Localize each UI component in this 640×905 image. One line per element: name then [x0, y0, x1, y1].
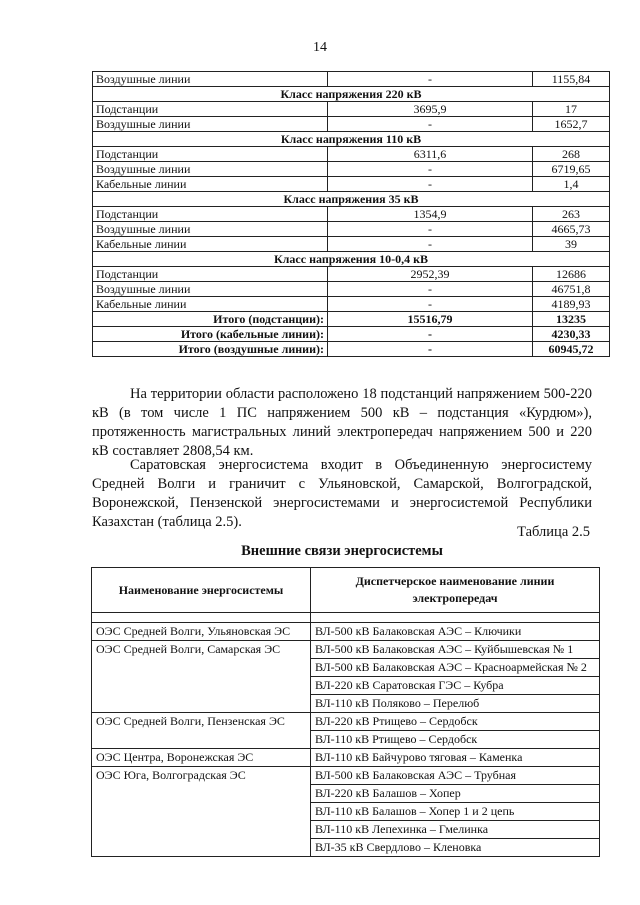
row-power: -: [328, 117, 533, 132]
row-power: -: [328, 342, 533, 357]
table-row: [93, 237, 610, 252]
row-label: Итого (кабельные линии):: [93, 327, 328, 342]
row-value: 1652,7: [533, 117, 610, 132]
energy-system-name: ОЭС Средней Волги, Пензенская ЭС: [92, 713, 311, 749]
table-row: [93, 282, 610, 297]
energy-system-name: ОЭС Центра, Воронежская ЭС: [92, 749, 311, 767]
table-row: [92, 767, 600, 785]
table-row: [93, 147, 610, 162]
row-value: 46751,8: [533, 282, 610, 297]
row-power: 15516,79: [328, 312, 533, 327]
energy-system-name: ОЭС Средней Волги, Ульяновская ЭС: [92, 623, 311, 641]
row-label: Подстанции: [93, 207, 328, 222]
row-power: 3695,9: [328, 102, 533, 117]
row-value: 1155,84: [533, 72, 610, 87]
row-label: Итого (воздушные линии):: [93, 342, 328, 357]
table-title: Внешние связи энергосистемы: [241, 543, 443, 559]
row-label: Кабельные линии: [93, 237, 328, 252]
row-value: 13235: [533, 312, 610, 327]
energy-system-name: ОЭС Средней Волги, Самарская ЭС: [92, 641, 311, 713]
row-value: 263: [533, 207, 610, 222]
row-power: -: [328, 162, 533, 177]
row-value: 6719,65: [533, 162, 610, 177]
row-label: Воздушные линии: [93, 72, 328, 87]
total-row: [93, 327, 610, 342]
voltage-class-title: Класс напряжения 110 кВ: [93, 132, 610, 147]
table-row: [93, 177, 610, 192]
row-value: 4189,93: [533, 297, 610, 312]
row-power: 2952,39: [328, 267, 533, 282]
row-label: Воздушные линии: [93, 282, 328, 297]
row-power: -: [328, 327, 533, 342]
table-row: [93, 267, 610, 282]
line-name: ВЛ-110 кВ Байчурово тяговая – Каменка: [311, 749, 600, 767]
page-number: 14: [313, 40, 327, 55]
row-power: -: [328, 297, 533, 312]
line-name: ВЛ-110 кВ Балашов – Хопер 1 и 2 цепь: [311, 803, 600, 821]
line-name: ВЛ-220 кВ Ртищево – Сердобск: [311, 713, 600, 731]
row-value: 60945,72: [533, 342, 610, 357]
row-power: 6311,6: [328, 147, 533, 162]
table-row: [92, 623, 600, 641]
table-row: [92, 713, 600, 731]
line-name: ВЛ-35 кВ Свердлово – Кленовка: [311, 839, 600, 857]
row-power: -: [328, 222, 533, 237]
group-spacer: [92, 613, 600, 623]
voltage-class-header: [93, 252, 610, 267]
spacer-cell: [92, 613, 311, 623]
row-power: -: [328, 72, 533, 87]
voltage-class-title: Класс напряжения 220 кВ: [93, 87, 610, 102]
total-row: [93, 342, 610, 357]
table-row: [93, 162, 610, 177]
table-row: [93, 297, 610, 312]
row-value: 39: [533, 237, 610, 252]
line-name: ВЛ-500 кВ Балаковская АЭС – Куйбышевская № 1: [311, 641, 600, 659]
row-label: Кабельные линии: [93, 297, 328, 312]
table-row: [92, 641, 600, 659]
row-power: 1354,9: [328, 207, 533, 222]
line-name: ВЛ-110 кВ Ртищево – Сердобск: [311, 731, 600, 749]
table-row: [93, 102, 610, 117]
row-power: -: [328, 177, 533, 192]
row-value: 4665,73: [533, 222, 610, 237]
row-label: Кабельные линии: [93, 177, 328, 192]
line-name: ВЛ-500 кВ Балаковская АЭС – Трубная: [311, 767, 600, 785]
energy-system-name: ОЭС Юга, Волгоградская ЭС: [92, 767, 311, 857]
total-row: [93, 312, 610, 327]
row-value: 17: [533, 102, 610, 117]
row-label: Подстанции: [93, 102, 328, 117]
row-label: Подстанции: [93, 267, 328, 282]
external-links-table: [91, 567, 600, 857]
row-power: -: [328, 282, 533, 297]
table-row: [93, 207, 610, 222]
line-name: ВЛ-500 кВ Балаковская АЭС – Красноармейская № 2: [311, 659, 600, 677]
row-power: -: [328, 237, 533, 252]
line-name: ВЛ-110 кВ Поляково – Перелюб: [311, 695, 600, 713]
table-row: [93, 222, 610, 237]
line-name: ВЛ-500 кВ Балаковская АЭС – Ключики: [311, 623, 600, 641]
voltage-class-header: [93, 132, 610, 147]
paragraph-energy-system: Саратовская энергосистема входит в Объединенную энергосистему Средней Волги и граничит с Ульяновской, Самарской, Волгоградской, Воронежской, Пензенской энергосистемами и энергосистемой Республики Казахстан (таблица 2.5).: [92, 457, 592, 530]
row-value: 268: [533, 147, 610, 162]
paragraph-substations: На территории области расположено 18 подстанций напряжением 500-220 кВ (в том числе 1 ПС напряжением 500 кВ – подстанция «Курдюм»), протяженность магистральных линий электропередач напряжением 500 и 220 кВ составляет 2808,54 км.: [92, 386, 592, 459]
voltage-class-table: [92, 71, 610, 357]
voltage-class-header: [93, 87, 610, 102]
row-label: Воздушные линии: [93, 117, 328, 132]
row-label: Воздушные линии: [93, 222, 328, 237]
line-name: ВЛ-220 кВ Саратовская ГЭС – Кубра: [311, 677, 600, 695]
row-value: 4230,33: [533, 327, 610, 342]
voltage-class-title: Класс напряжения 10-0,4 кВ: [93, 252, 610, 267]
table-row: [92, 749, 600, 767]
row-value: 12686: [533, 267, 610, 282]
table-row: [93, 117, 610, 132]
header-line-name: Диспетчерское наименование линии электропередач: [311, 568, 600, 613]
row-label: Подстанции: [93, 147, 328, 162]
row-label: Итого (подстанции):: [93, 312, 328, 327]
table-label: Таблица 2.5: [517, 524, 590, 540]
row-label: Воздушные линии: [93, 162, 328, 177]
voltage-class-header: [93, 192, 610, 207]
spacer-cell: [311, 613, 600, 623]
row-value: 1,4: [533, 177, 610, 192]
line-name: ВЛ-220 кВ Балашов – Хопер: [311, 785, 600, 803]
table-row: [93, 72, 610, 87]
line-name: ВЛ-110 кВ Лепехинка – Гмелинка: [311, 821, 600, 839]
header-system-name: Наименование энергосистемы: [92, 568, 311, 613]
voltage-class-title: Класс напряжения 35 кВ: [93, 192, 610, 207]
